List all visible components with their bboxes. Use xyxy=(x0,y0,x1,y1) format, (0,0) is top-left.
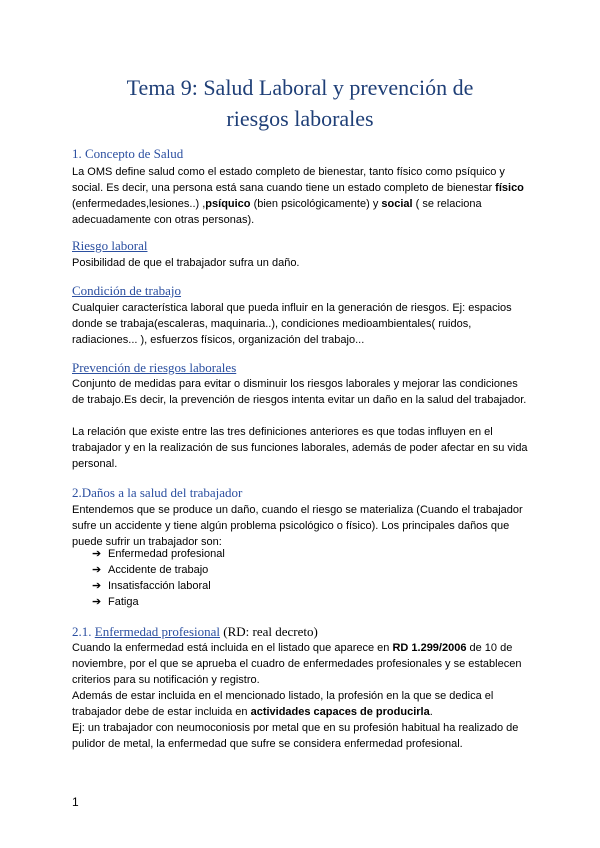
list-item-label: Fatiga xyxy=(108,596,139,608)
title-line-1: Tema 9: Salud Laboral y prevención de xyxy=(126,75,474,100)
text-run: de 10 de noviembre, por el que se aprueba el cuadro de enfermedades profesionales y se establecen criterios para su notificación y registro. xyxy=(72,642,522,686)
text-run: ( se relaciona adecuadamente con otras personas). xyxy=(72,198,482,226)
text-run: (bien psicológicamente) y xyxy=(250,198,382,210)
bold-actividades: actividades capaces de producirla xyxy=(250,706,430,718)
condicion-trabajo-heading: Condición de trabajo xyxy=(72,283,182,298)
arrow-right-icon: ➔ xyxy=(92,596,102,608)
heading-number: 2.1. xyxy=(72,624,92,639)
list-item-label: Accidente de trabajo xyxy=(108,564,209,576)
condicion-trabajo-text: Cualquier característica laboral que pueda influir en la generación de riesgos. Ej: espacios donde se trabaja(escaleras, maquinaria..), condiciones medioambientales( ruidos, radiaciones... ), esfuerzos físicos, organización del trabajo... xyxy=(72,302,512,346)
bold-psiquico: psíquico xyxy=(205,198,251,210)
text-run: La OMS define salud como el estado completo de bienestar, tanto físico como psíquico y social. Es decir, una persona está sana cuando tiene un estado completo de bienestar xyxy=(72,166,505,194)
prevencion-text-1: Conjunto de medidas para evitar o disminuir los riesgos laborales y mejorar las condiciones de trabajo.Es decir, la prevención de riesgos intenta evitar un daño en la salud del trabajador. xyxy=(72,378,527,406)
prevencion-heading: Prevención de riesgos laborales xyxy=(72,360,237,375)
bold-fisico: físico xyxy=(495,182,524,194)
prevencion-text-2: La relación que existe entre las tres definiciones anteriores es que todas influyen en el trabajador y en la realización de sus funciones laborales, además de poder afectar en su vida personal. xyxy=(72,426,528,470)
arrow-right-icon: ➔ xyxy=(92,580,102,592)
section-2-1-paragraph-1 xyxy=(72,640,532,688)
arrow-right-icon: ➔ xyxy=(92,564,102,576)
list-item-label: Insatisfacción laboral xyxy=(108,580,211,592)
list-item xyxy=(92,594,225,610)
page-title xyxy=(60,72,540,134)
danos-list xyxy=(92,546,225,610)
section-2-1-paragraph-2 xyxy=(72,688,532,720)
section-1-paragraph xyxy=(72,164,532,228)
section-1-heading: 1. Concepto de Salud xyxy=(72,146,184,161)
heading-suffix: (RD: real decreto) xyxy=(223,624,318,639)
section-2-1-paragraph-3: Ej: un trabajador con neumoconiosis por metal que en su profesión habitual ha realizado de pulidor de metal, la enfermedad que sufre se considera enfermedad profesional. xyxy=(72,722,519,750)
section-2-heading: 2.Daños a la salud del trabajador xyxy=(72,485,243,500)
title-line-2: riesgos laborales xyxy=(226,106,374,131)
arrow-right-icon: ➔ xyxy=(92,548,102,560)
heading-text: Enfermedad profesional xyxy=(94,624,221,639)
bold-rd: RD 1.299/2006 xyxy=(392,642,467,654)
riesgo-laboral-heading: Riesgo laboral xyxy=(72,238,148,253)
bold-social: social xyxy=(381,198,413,210)
list-item xyxy=(92,546,225,562)
page-number: 1 xyxy=(72,795,79,809)
list-item-label: Enfermedad profesional xyxy=(108,548,225,560)
text-run: Además de estar incluida en el mencionado listado, la profesión en la que se dedica el trabajador debe de estar incluida en xyxy=(72,690,494,718)
text-run: Cuando la enfermedad está incluida en el listado que aparece en xyxy=(72,642,393,654)
text-run: . xyxy=(429,706,433,718)
section-2-1-heading xyxy=(72,624,318,640)
text-run: (enfermedades,lesiones..) , xyxy=(72,198,206,210)
riesgo-laboral-text: Posibilidad de que el trabajador sufra un daño. xyxy=(72,257,300,269)
section-2-text: Entendemos que se produce un daño, cuando el riesgo se materializa (Cuando el trabajador sufre un accidente y tiene algún problema psicológico o físico). Los principales daños que puede sufrir un trabajador son: xyxy=(72,504,523,548)
list-item xyxy=(92,562,225,578)
list-item xyxy=(92,578,225,594)
